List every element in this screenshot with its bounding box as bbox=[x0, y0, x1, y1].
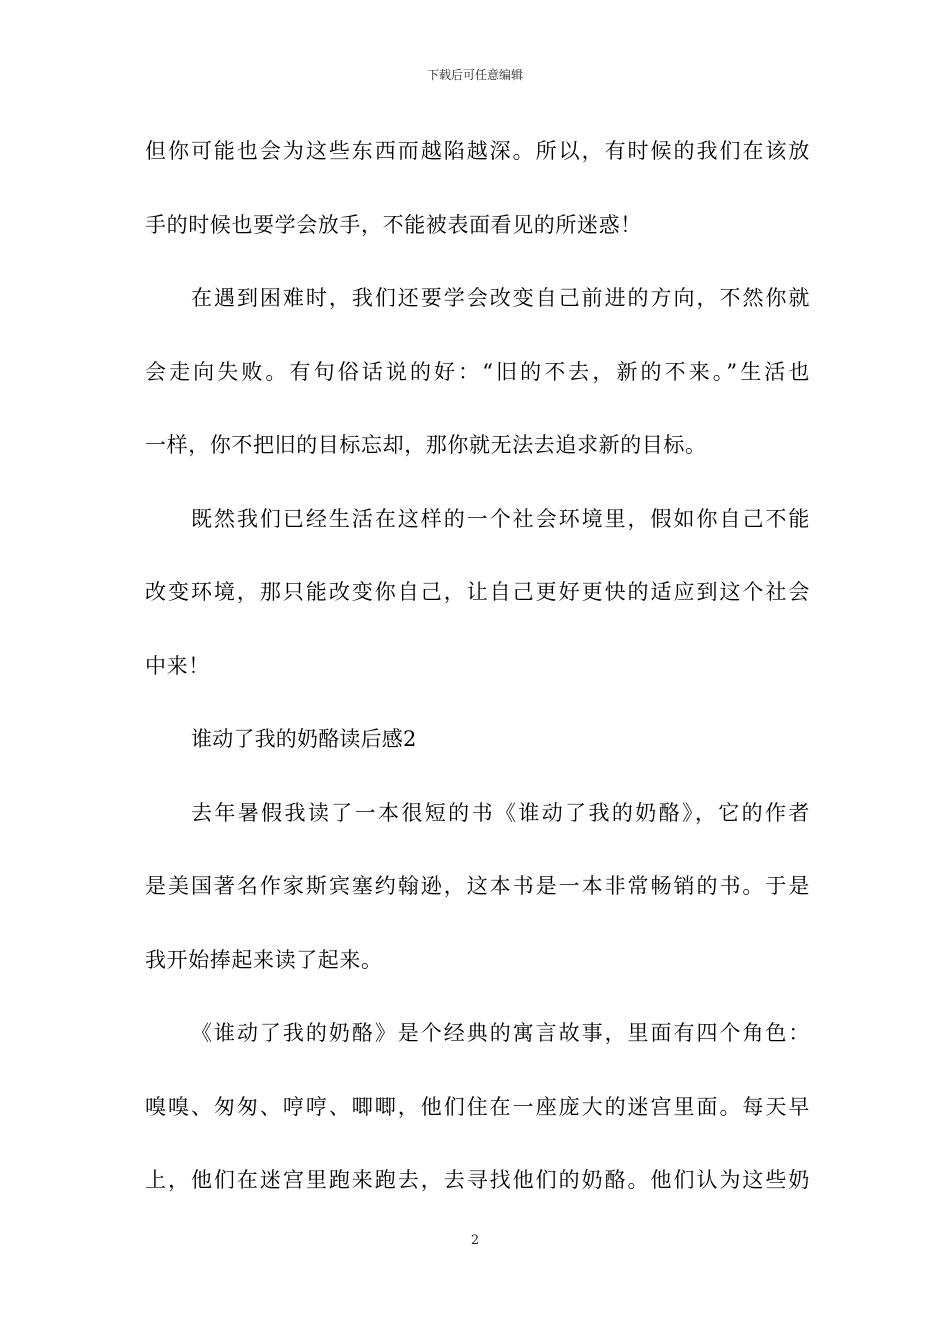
text-line: 去年暑假我读了一本很短的书《谁动了我的奶酪》，它的作者 bbox=[191, 800, 810, 825]
section-heading: 谁动了我的奶酪读后感2 bbox=[191, 727, 417, 751]
text-line: 会走向失败。有句俗话说的好：“旧的不去，新的不来。”生活也 bbox=[145, 359, 810, 384]
text-line: 一样，你不把旧的目标忘却，那你就无法去追求新的目标。 bbox=[145, 433, 707, 457]
text-line: 《谁动了我的奶酪》是个经典的寓言故事，里面有四个角色： bbox=[191, 1021, 810, 1045]
text-line: 我开始捧起来读了起来。 bbox=[145, 947, 383, 972]
text-line: 但你可能也会为这些东西而越陷越深。所以，有时候的我们在该放 bbox=[145, 139, 810, 163]
text-line: 既然我们已经生活在这样的一个社会环境里，假如你自己不能 bbox=[191, 506, 810, 531]
text-line: 嗅嗅、匆匆、哼哼、唧唧，他们住在一座庞大的迷宫里面。每天早 bbox=[145, 1094, 810, 1119]
text-line: 手的时候也要学会放手，不能被表面看见的所迷惑！ bbox=[145, 212, 642, 237]
text-line: 上，他们在迷宫里跑来跑去，去寻找他们的奶酪。他们认为这些奶 bbox=[145, 1168, 810, 1192]
text-line: 在遇到困难时，我们还要学会改变自己前进的方向，不然你就 bbox=[191, 286, 810, 310]
page-number: 2 bbox=[470, 1233, 480, 1248]
text-line: 改变环境，那只能改变你自己，让自己更好更快的适应到这个社会 bbox=[145, 580, 810, 604]
page-header: 下载后可任意编辑 bbox=[426, 68, 523, 82]
text-line: 是美国著名作家斯宾塞约翰逊，这本书是一本非常畅销的书。于是 bbox=[145, 874, 810, 898]
body-text bbox=[145, 124, 810, 1227]
text-line: 中来！ bbox=[145, 653, 210, 678]
